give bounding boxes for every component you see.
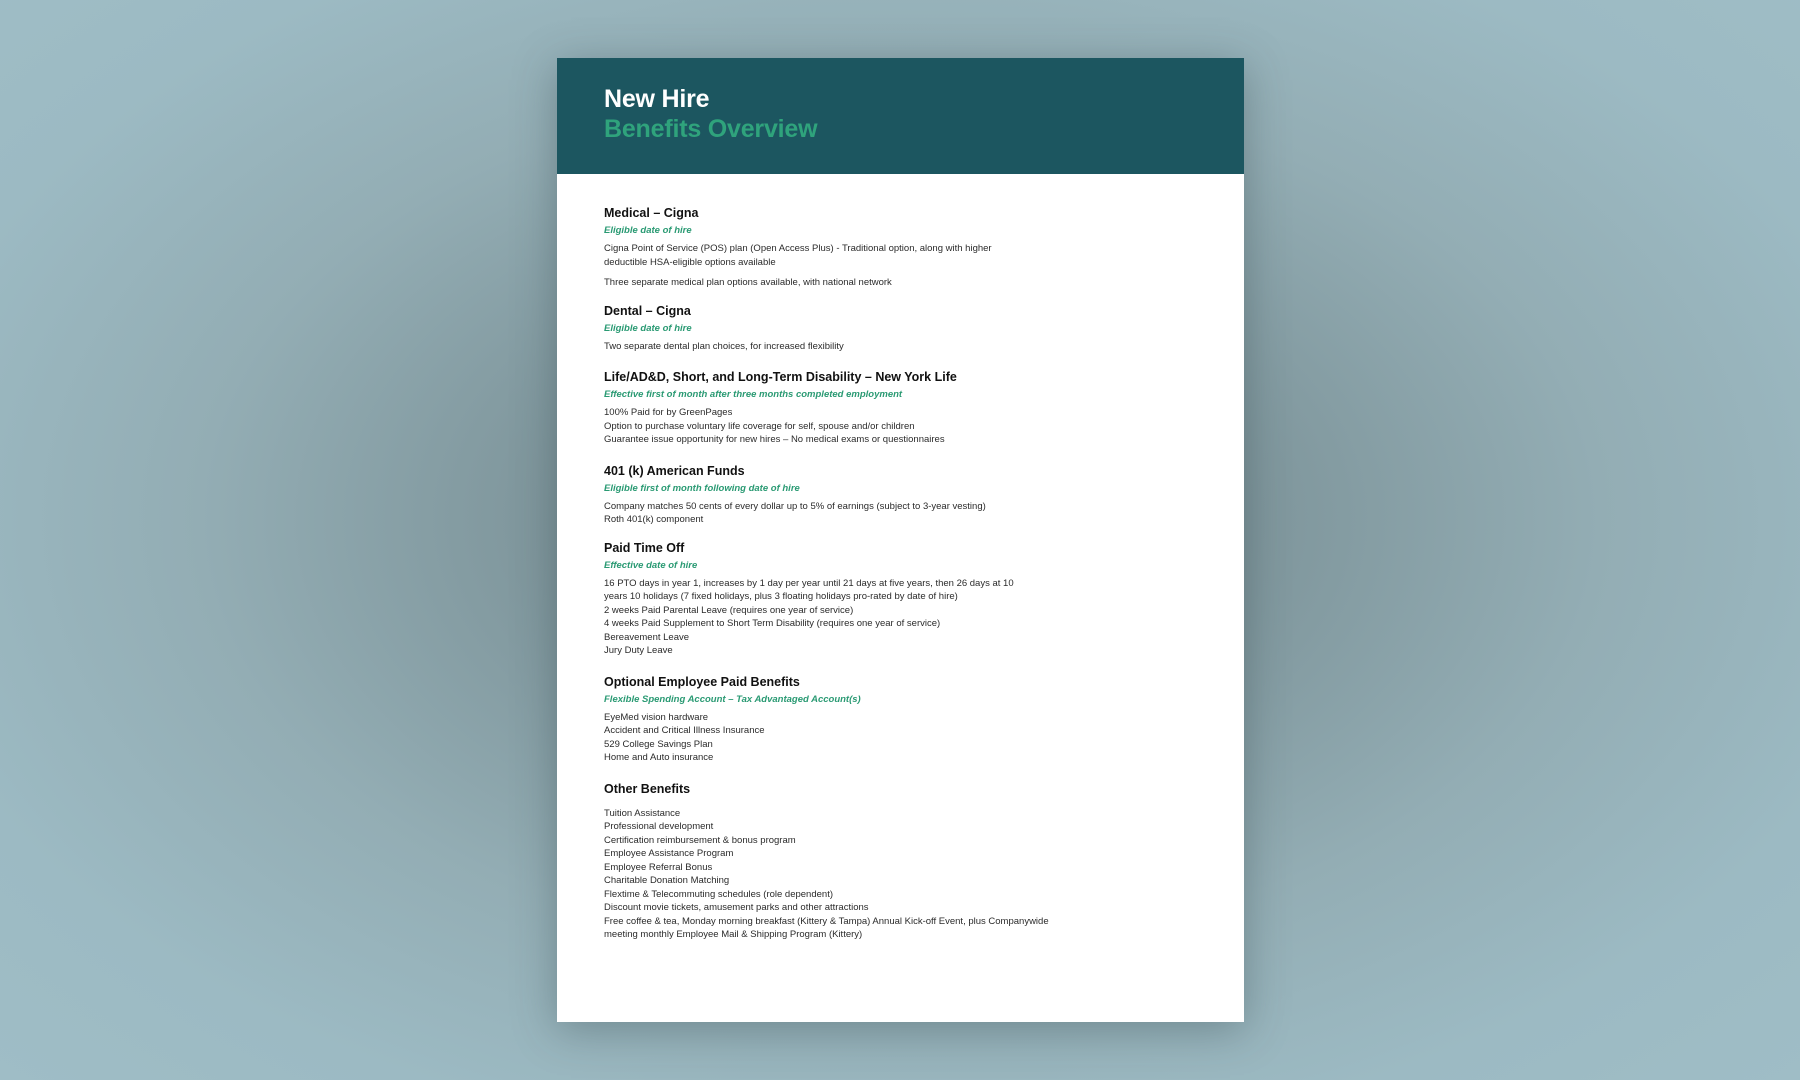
document-title: New Hire [604,85,710,113]
section-title: Other Benefits [604,781,691,796]
section-eligibility: Eligible date of hire [604,322,692,334]
section-line: Employee Referral Bonus [604,861,713,873]
section-line: 100% Paid for by GreenPages [604,407,733,418]
section-optional-benefits [604,674,1197,765]
document-page [557,58,1244,1022]
section-line: 529 College Savings Plan [604,738,713,750]
section-line: Three separate medical plan options available, with national network [604,277,892,288]
section-line: Flextime & Telecommuting schedules (role dependent) [604,888,833,900]
section-line: Jury Duty Leave [604,645,673,656]
section-title: Life/AD&D, Short, and Long-Term Disability – New York Life [604,370,957,384]
section-line: Employee Assistance Program [604,848,734,859]
section-line: Roth 401(k) component [604,514,704,525]
section-paid-time-off [604,540,1197,658]
section-eligibility: Eligible date of hire [604,225,692,236]
section-line: years 10 holidays (7 fixed holidays, plus 3 floating holidays pro-rated by date of hire) [604,591,958,602]
section-title: Paid Time Off [604,540,685,555]
document-subtitle: Benefits Overview [604,115,818,143]
section-line: Charitable Donation Matching [604,875,730,886]
section-title: Medical – Cigna [604,206,699,220]
section-line: Discount movie tickets, amusement parks and other attractions [604,902,869,913]
section-line: deductible HSA-eligible options available [604,256,776,268]
section-line: Home and Auto insurance [604,752,714,763]
section-eligibility: Effective date of hire [604,559,698,571]
section-line: Certification reimbursement & bonus program [604,834,796,846]
header-banner [557,58,1244,174]
section-other-benefits [604,781,1197,942]
section-eligibility: Eligible first of month following date of hire [604,482,800,494]
section-401k [604,463,1197,527]
section-line: 4 weeks Paid Supplement to Short Term Disability (requires one year of service) [604,618,941,629]
section-line: meeting monthly Employee Mail & Shipping Program (Kittery) [604,929,863,940]
section-line: Accident and Critical Illness Insurance [604,725,765,736]
section-dental [604,303,1197,354]
section-line: EyeMed vision hardware [604,711,709,723]
section-line: Company matches 50 cents of every dollar up to 5% of earnings (subject to 3-year vesting) [604,500,986,512]
section-life-disability [604,369,1197,447]
document-body [557,174,1244,942]
section-eligibility: Effective first of month after three months completed employment [604,389,903,400]
section-line: Guarantee issue opportunity for new hires – No medical exams or questionnaires [604,434,945,445]
section-line: Professional development [604,821,714,832]
section-line: Two separate dental plan choices, for increased flexibility [604,340,844,352]
section-line: 2 weeks Paid Parental Leave (requires one year of service) [604,604,854,616]
section-eligibility: Flexible Spending Account – Tax Advantaged Account(s) [604,693,861,705]
section-line: 16 PTO days in year 1, increases by 1 day per year until 21 days at five years, then 26 days at 10 [604,577,1014,589]
section-title: 401 (k) American Funds [604,463,745,478]
section-line: Bereavement Leave [604,631,690,643]
section-line: Free coffee & tea, Monday morning breakfast (Kittery & Tampa) Annual Kick-off Event, plus Companywide [604,915,1049,927]
section-line: Option to purchase voluntary life coverage for self, spouse and/or children [604,420,915,432]
section-medical [604,205,1197,290]
section-title: Dental – Cigna [604,303,691,318]
section-line: Tuition Assistance [604,807,681,819]
section-line: Cigna Point of Service (POS) plan (Open Access Plus) - Traditional option, along with higher [604,243,992,254]
section-title: Optional Employee Paid Benefits [604,674,800,689]
